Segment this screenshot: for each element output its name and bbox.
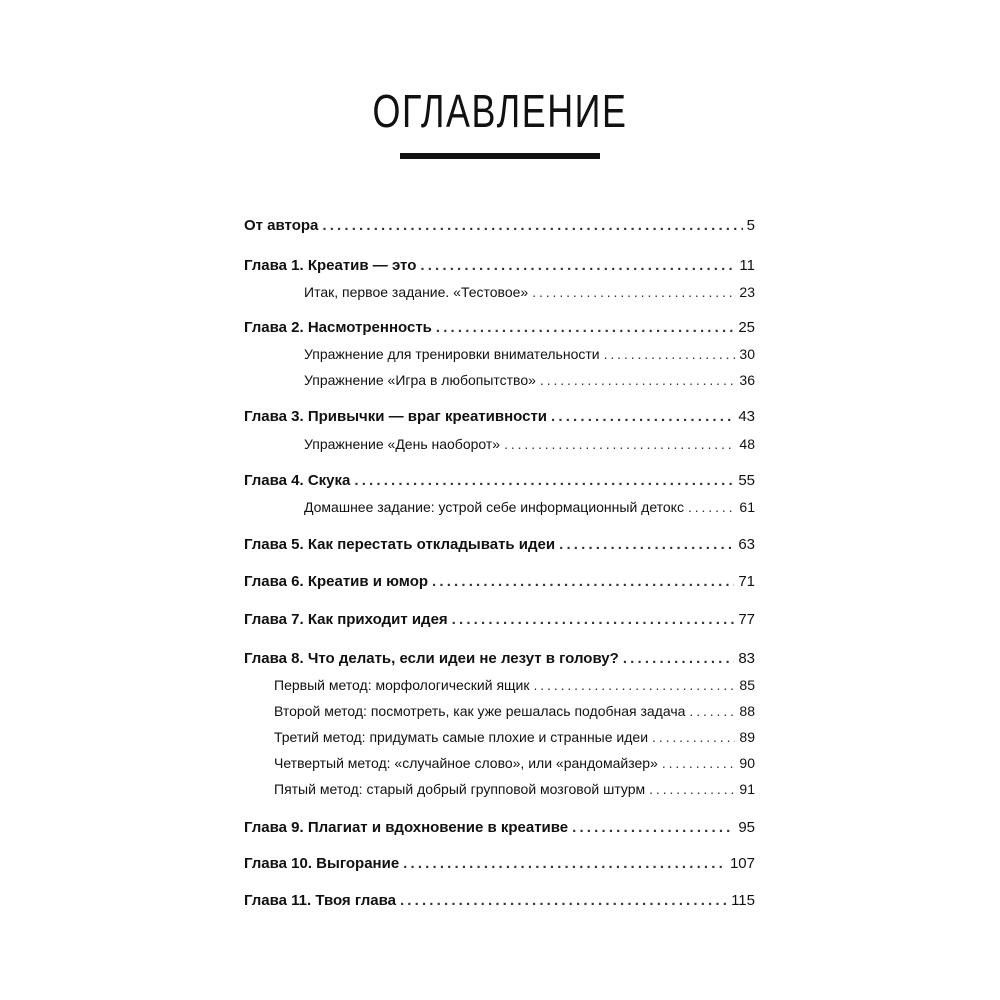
dot-leader (504, 432, 735, 456)
toc-entry[interactable] (244, 533, 755, 557)
toc-entry-page: 55 (738, 472, 755, 489)
toc-entry-label: Упражнение для тренировки внимательности (304, 346, 600, 362)
toc-entry-label: Глава 6. Креатив и юмор (244, 573, 429, 590)
toc-entry[interactable] (274, 751, 755, 775)
toc-entry-page: 107 (729, 855, 755, 872)
dot-leader (403, 852, 726, 876)
toc-entry-label: Второй метод: посмотреть, как уже решалась подобная задача (274, 703, 686, 719)
toc-entry-label: Глава 2. Насмотренность (244, 319, 432, 336)
page-title: ОГЛАВЛЕНИЕ (372, 85, 628, 137)
dot-leader (623, 647, 735, 671)
toc-entry[interactable] (244, 214, 755, 238)
toc-entry[interactable] (244, 608, 755, 632)
toc-entry[interactable] (274, 777, 755, 801)
toc-entry-page: 61 (739, 499, 755, 515)
toc-entry[interactable] (244, 570, 755, 594)
toc-entry-label: Упражнение «День наоборот» (304, 436, 501, 452)
toc-entry-label: Домашнее задание: устрой себе информационный детокс (304, 499, 684, 515)
toc-entry-page: 36 (739, 372, 755, 388)
toc-entry[interactable] (244, 852, 755, 876)
dot-leader (689, 699, 735, 723)
toc-entry-page: 23 (739, 284, 755, 300)
toc-entry-page: 89 (739, 729, 755, 745)
toc-entry-label: Глава 8. Что делать, если идеи не лезут в голову? (244, 650, 619, 667)
toc-entry[interactable] (244, 316, 755, 340)
dot-leader (572, 816, 734, 840)
toc-entry-page: 71 (738, 573, 755, 590)
toc-entry-label: Четвертый метод: «случайное слово», или «рандомайзер» (274, 755, 658, 771)
toc-entry-page: 88 (739, 703, 755, 719)
toc-entry-page: 91 (739, 781, 755, 797)
dot-leader (604, 342, 736, 366)
dot-leader (551, 405, 734, 429)
dot-leader (420, 254, 735, 278)
toc-entry-page: 43 (738, 408, 755, 425)
toc-entry-page: 63 (738, 536, 755, 553)
title-underline (400, 153, 600, 159)
toc-entry-page: 30 (739, 346, 755, 362)
toc-entry[interactable] (244, 254, 755, 278)
toc-entry[interactable] (274, 725, 755, 749)
toc-entry-label: Глава 3. Привычки — враг креативности (244, 408, 548, 425)
toc-entry-label: Глава 7. Как приходит идея (244, 611, 448, 628)
toc-entry-page: 90 (739, 755, 755, 771)
toc-entry-label: Глава 11. Твоя глава (244, 892, 396, 909)
toc-entry-page: 77 (738, 611, 755, 628)
toc-entry-page: 115 (731, 892, 755, 909)
toc-entry-page: 83 (738, 650, 755, 667)
toc-entry-label: Глава 5. Как перестать откладывать идеи (244, 536, 556, 553)
toc-entry[interactable] (244, 647, 755, 671)
dot-leader (436, 316, 734, 340)
dot-leader (432, 570, 734, 594)
toc-entry-page: 25 (738, 319, 755, 336)
dot-leader (688, 495, 735, 519)
toc-entry-label: Глава 4. Скука (244, 472, 351, 489)
toc-entry[interactable] (304, 432, 755, 456)
toc-entry[interactable] (244, 889, 755, 913)
toc-entry-label: Третий метод: придумать самые плохие и странные идеи (274, 729, 649, 745)
dot-leader (662, 751, 736, 775)
dot-leader (452, 608, 735, 632)
toc-entry-label: Глава 9. Плагиат и вдохновение в креативе (244, 819, 569, 836)
toc-entry-label: Глава 1. Креатив — это (244, 257, 417, 274)
toc-entry-page: 48 (739, 436, 755, 452)
dot-leader (540, 368, 736, 392)
toc-entry-page: 11 (739, 257, 755, 274)
toc-entry[interactable] (244, 469, 755, 493)
dot-leader (322, 214, 742, 238)
toc-entry[interactable] (304, 495, 755, 519)
toc-entry-label: Упражнение «Игра в любопытство» (304, 372, 536, 388)
dot-leader (400, 889, 727, 913)
toc-entry-label: От автора (244, 217, 319, 234)
dot-leader (559, 533, 734, 557)
toc-entry-label: Пятый метод: старый добрый групповой мозговой штурм (274, 781, 646, 797)
dot-leader (652, 725, 735, 749)
toc-entry[interactable] (304, 368, 755, 392)
toc-entry-label: Первый метод: морфологический ящик (274, 677, 530, 693)
toc-entry[interactable] (244, 405, 755, 429)
toc-entry[interactable] (244, 816, 755, 840)
toc-entry[interactable] (304, 342, 755, 366)
toc-entry[interactable] (274, 699, 755, 723)
toc-entry[interactable] (274, 673, 755, 697)
toc-entry-page: 5 (746, 217, 755, 234)
toc-entry-page: 95 (738, 819, 755, 836)
dot-leader (534, 673, 736, 697)
dot-leader (649, 777, 735, 801)
toc-entry-label: Итак, первое задание. «Тестовое» (304, 284, 529, 300)
toc-entry-label: Глава 10. Выгорание (244, 855, 400, 872)
dot-leader (532, 280, 735, 304)
toc-entry[interactable] (304, 280, 755, 304)
dot-leader (354, 469, 734, 493)
toc-entry-page: 85 (739, 677, 755, 693)
